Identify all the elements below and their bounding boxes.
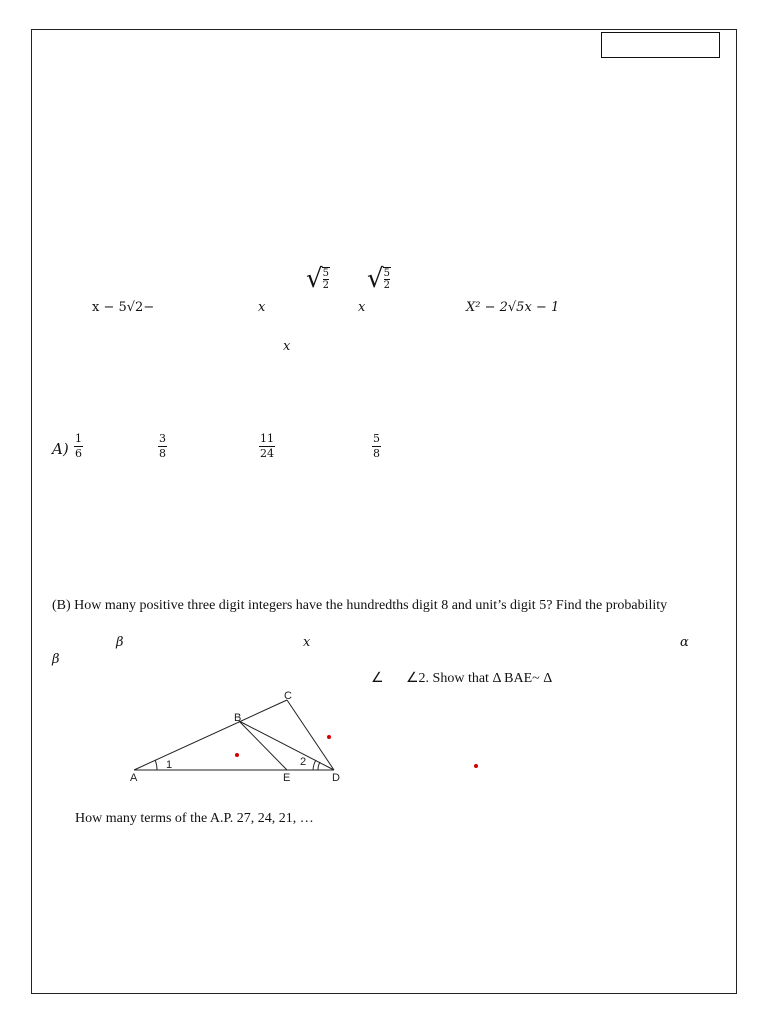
variable-x: x (258, 300, 266, 315)
angle-2-arc-inner (318, 762, 320, 770)
point-label-c: C (284, 690, 292, 702)
variable-x: x (358, 300, 366, 315)
similar-triangles-statement: ∠2. Show that Δ BAE~ Δ (406, 671, 553, 686)
greek-beta: β (52, 652, 60, 667)
fraction-numerator: 5 (373, 432, 380, 445)
point-label-b: B (234, 712, 242, 724)
fraction-denominator: 8 (159, 447, 166, 460)
fraction-numerator: 11 (260, 432, 274, 445)
angle-symbol: ∠ (371, 671, 384, 686)
question-b-text: (B) How many positive three digit integers have the hundredths digit 8 and unit’s digit 5? Find the probability (52, 598, 668, 613)
sqrt-fraction-b: √ $\frac{5}{2}$ (367, 264, 390, 294)
segment-ac (134, 700, 287, 770)
fraction-denominator: 24 (260, 447, 274, 460)
fraction-numerator: 3 (159, 432, 166, 445)
point-label-a: A (130, 772, 138, 784)
segment-be (239, 721, 287, 770)
variable-x: x (303, 635, 311, 650)
sqrt-a-numerator: 5 (322, 268, 329, 279)
variable-x: x (283, 339, 291, 354)
fraction-numerator: 1 (75, 432, 82, 445)
ap-question-text: How many terms of the A.P. 27, 24, 21, … (75, 811, 314, 826)
angle-label-2: 2 (300, 756, 307, 768)
fraction-denominator: 8 (373, 447, 380, 460)
point-label-d: D (332, 772, 340, 784)
sqrt-b-denominator: 2 (383, 280, 390, 291)
angle-2-arc (313, 760, 316, 770)
angle-1-arc (155, 760, 157, 770)
red-marker-dot (327, 735, 331, 739)
greek-beta: β (116, 635, 124, 650)
expression-x-minus-5root2: x − 5√2− (92, 300, 155, 315)
fraction-denominator: 6 (75, 447, 82, 460)
sqrt-fraction-a: √ $\frac{5}{2}$ (306, 264, 329, 294)
point-label-e: E (283, 772, 291, 784)
sqrt-b-numerator: 5 (383, 268, 390, 279)
sqrt-a-denominator: 2 (322, 280, 329, 291)
option-label-a: A) (52, 440, 69, 458)
polynomial-expression: X² − 2√5x − 1 (466, 300, 560, 315)
red-marker-dot (235, 753, 239, 757)
greek-alpha: α (680, 635, 689, 650)
angle-label-1: 1 (166, 759, 173, 771)
red-marker-dot (474, 764, 478, 768)
